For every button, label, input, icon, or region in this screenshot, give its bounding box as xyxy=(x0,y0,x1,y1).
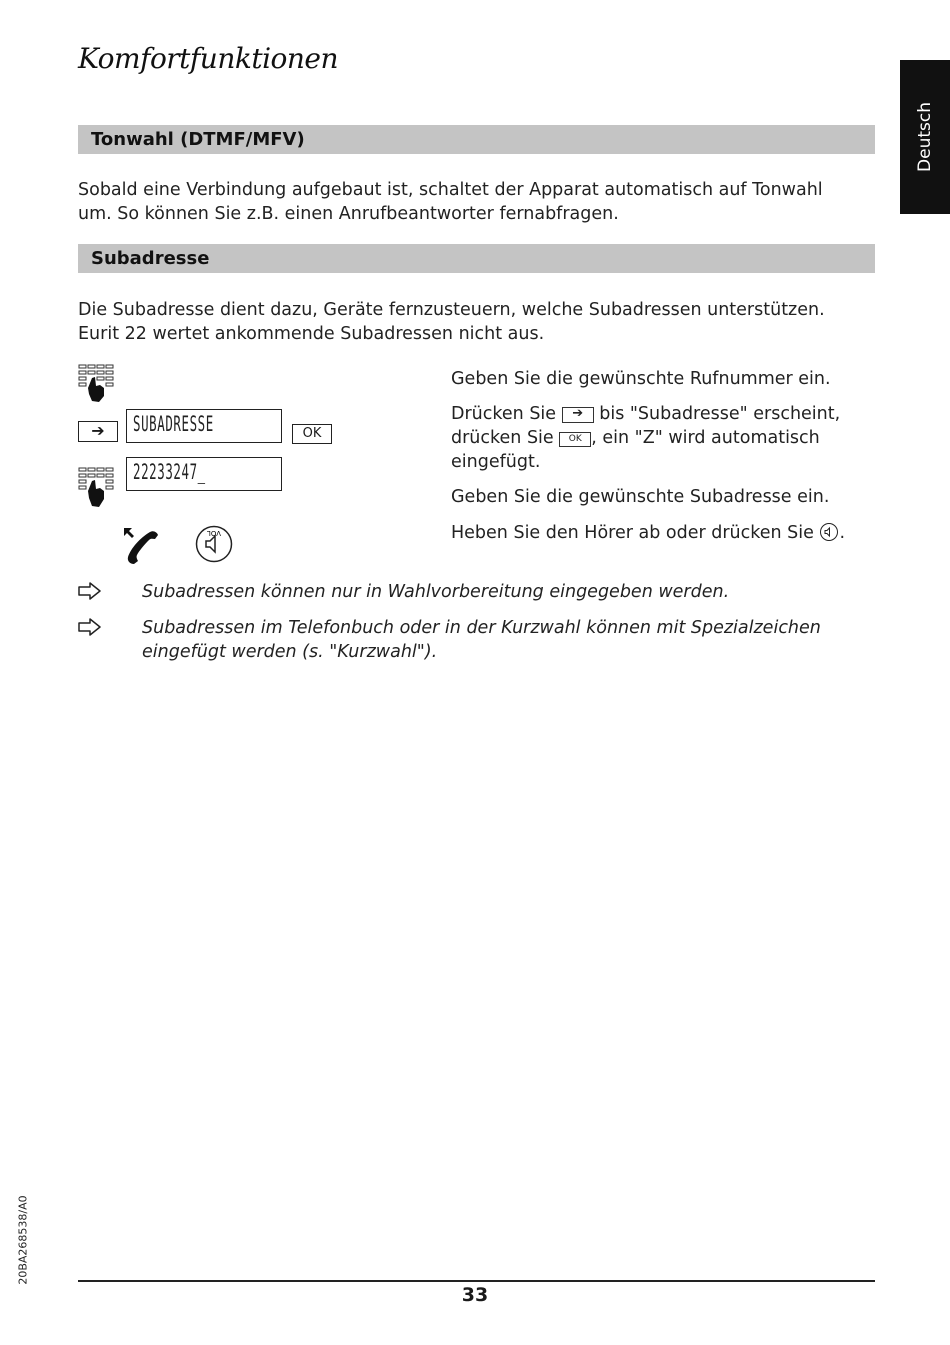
svg-text:VOL: VOL xyxy=(206,529,222,537)
keypad-hand-icon xyxy=(78,467,118,511)
keypad-hand-icon xyxy=(78,364,118,406)
page-number: 33 xyxy=(461,1284,489,1306)
section-heading-subadresse xyxy=(78,244,875,273)
display-number: 22233247_ xyxy=(126,457,282,491)
footer-rule xyxy=(78,1280,875,1282)
arrow-key-icon: ➔ xyxy=(562,407,594,423)
document-id: 20BA268538/A0 xyxy=(16,1195,30,1285)
section-paragraph-subadresse: Die Subadresse dient dazu, Geräte fernzusteuern, welche Subadressen unterstützen. Eurit 22 wertet ankommende Subadressen nicht aus. xyxy=(78,300,825,344)
note-hand-icon xyxy=(78,618,102,636)
step-4: Heben Sie den Hörer ab oder drücken Sie . xyxy=(451,523,846,543)
speaker-key-icon xyxy=(194,524,234,564)
section-heading-label: Subadresse xyxy=(91,248,210,269)
step-1: Geben Sie die gewünschte Rufnummer ein. xyxy=(451,369,831,389)
note-2: Subadressen im Telefonbuch oder in der Kurzwahl können mit Spezialzeichen eingefügt werden (s. "Kurzwahl"). xyxy=(142,618,821,662)
ok-key: OK xyxy=(292,424,332,444)
note-hand-icon xyxy=(78,582,102,600)
handset-lift-icon xyxy=(122,526,162,566)
section-paragraph-tonwahl: Sobald eine Verbindung aufgebaut ist, schaltet der Apparat automatisch auf Tonwahl um. So können Sie z.B. einen Anrufbeantworter fernabfragen. xyxy=(78,180,823,224)
section-heading-tonwahl xyxy=(78,125,875,154)
note-1: Subadressen können nur in Wahlvorbereitung eingegeben werden. xyxy=(142,582,730,602)
language-tab-label: Deutsch xyxy=(915,102,935,172)
section-heading-label: Tonwahl (DTMF/MFV) xyxy=(91,129,305,150)
step-2: Drücken Sie ➔ bis "Subadresse" erscheint, drücken Sie OK , ein "Z" wird automatisch eingefügt. xyxy=(451,404,841,472)
speaker-key-icon xyxy=(819,522,839,542)
language-tab xyxy=(900,60,950,214)
display-subadresse: SUBADRESSE xyxy=(126,409,282,443)
step-3: Geben Sie die gewünschte Subadresse ein. xyxy=(451,487,830,507)
arrow-key: ➔ xyxy=(78,421,118,442)
ok-key-icon: OK xyxy=(559,432,591,447)
page-title: Komfortfunktionen xyxy=(78,42,339,75)
